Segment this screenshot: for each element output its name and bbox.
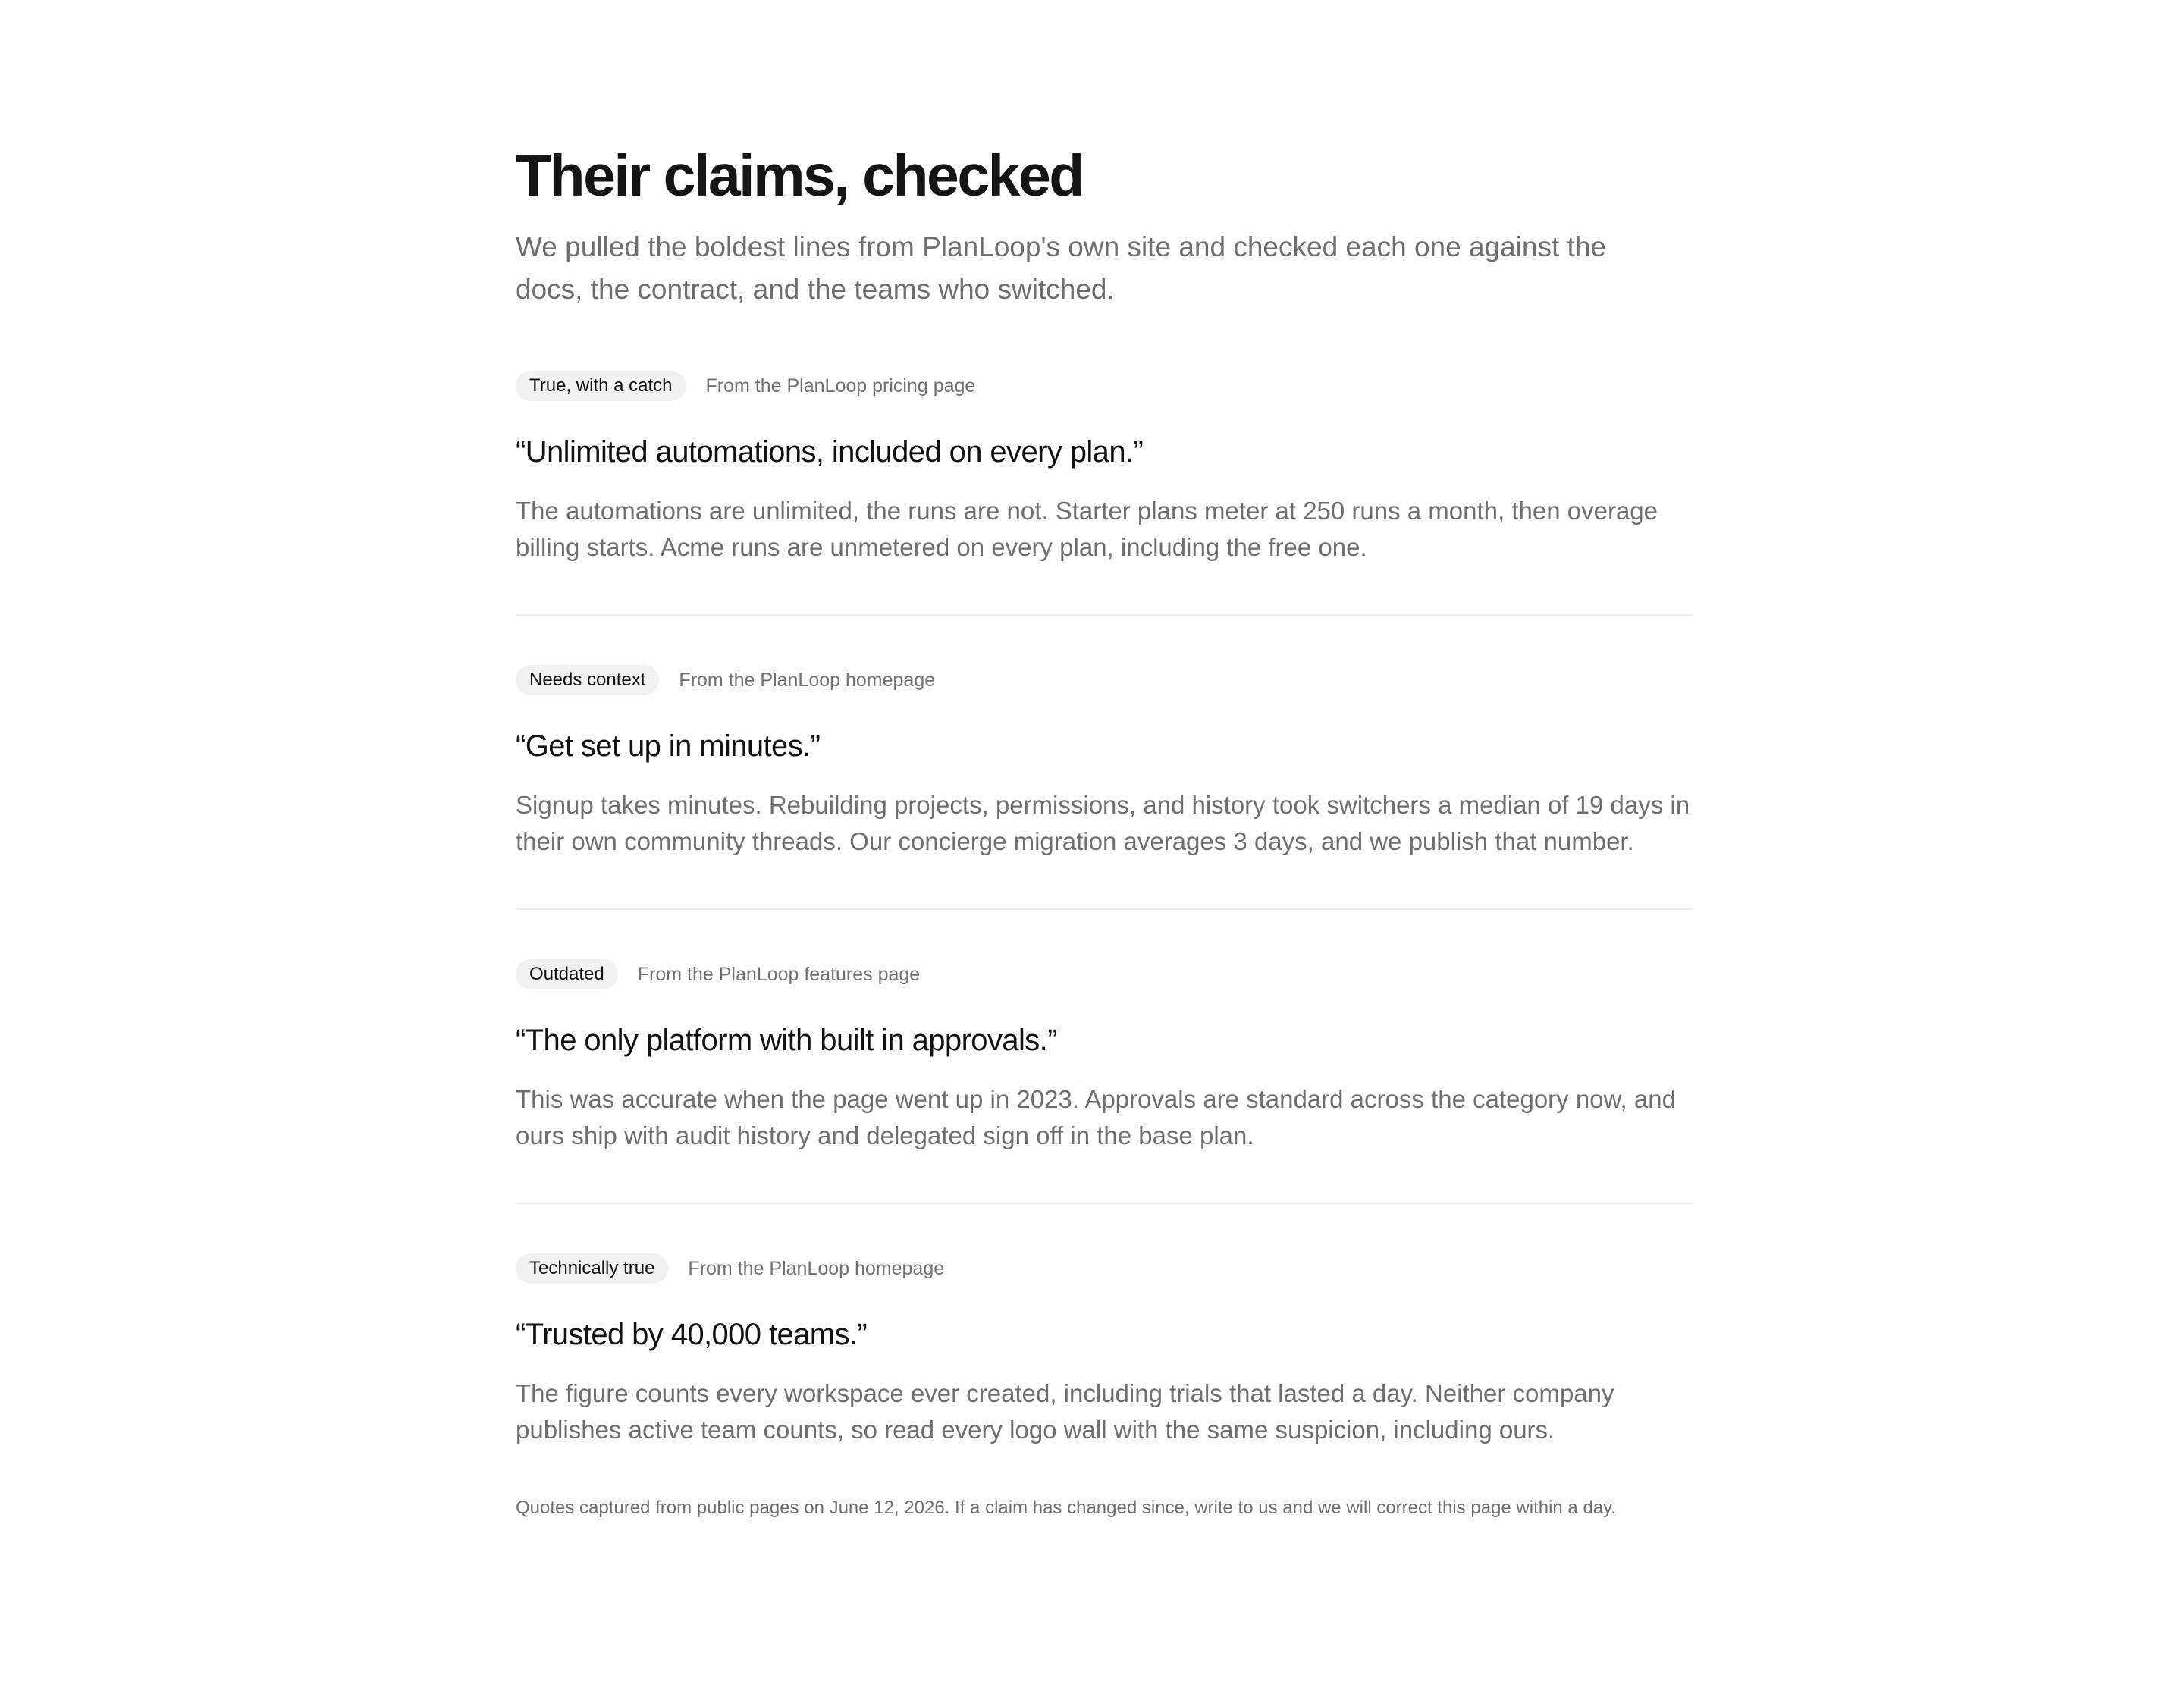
- claims-list: [516, 370, 1693, 1448]
- page-subtitle: We pulled the boldest lines from PlanLoop's own site and checked each one against the docs, the contract, and the teams who switched.: [516, 231, 1606, 305]
- page-title: Their claims, checked: [516, 143, 1083, 209]
- claim-item: [516, 370, 1693, 616]
- claim-item: [516, 664, 1693, 910]
- verdict-badge: Outdated: [516, 959, 618, 989]
- claim-source: From the PlanLoop features page: [637, 963, 921, 985]
- claim-item: [516, 958, 1693, 1204]
- claim-verdict: The automations are unlimited, the runs are not. Starter plans meter at 250 runs a month, then overage billing starts. Acme runs are unmetered on every plan, including the free one.: [516, 497, 1658, 561]
- verdict-badge: Needs context: [516, 665, 659, 695]
- claim-quote: “Unlimited automations, included on every plan.”: [516, 435, 1144, 469]
- claims-page: [516, 0, 1693, 1520]
- claim-verdict: The figure counts every workspace ever created, including trials that lasted a day. Neither company publishes active team counts, so read every logo wall with the same suspicion, including ours.: [516, 1379, 1614, 1444]
- claim-source: From the PlanLoop homepage: [679, 669, 936, 691]
- footnote: Quotes captured from public pages on June 12, 2026. If a claim has changed since, write to us and we will correct this page within a day.: [516, 1498, 1617, 1518]
- claim-meta: [516, 370, 1693, 402]
- claim-source: From the PlanLoop homepage: [688, 1257, 945, 1279]
- claim-meta: [516, 664, 1693, 696]
- claim-verdict: Signup takes minutes. Rebuilding projects, permissions, and history took switchers a median of 19 days in their own community threads. Our concierge migration averages 3 days, and we publish that number.: [516, 791, 1690, 855]
- claim-verdict: This was accurate when the page went up in 2023. Approvals are standard across the category now, and ours ship with audit history and delegated sign off in the base plan.: [516, 1085, 1676, 1149]
- claim-quote: “Get set up in minutes.”: [516, 729, 821, 763]
- claim-source: From the PlanLoop pricing page: [705, 375, 976, 397]
- claim-meta: [516, 1253, 1693, 1284]
- verdict-badge: True, with a catch: [516, 371, 686, 401]
- claim-meta: [516, 958, 1693, 990]
- claim-quote: “Trusted by 40,000 teams.”: [516, 1318, 868, 1351]
- verdict-badge: Technically true: [516, 1253, 668, 1284]
- claim-quote: “The only platform with built in approvals.”: [516, 1024, 1057, 1057]
- claim-item: [516, 1253, 1693, 1448]
